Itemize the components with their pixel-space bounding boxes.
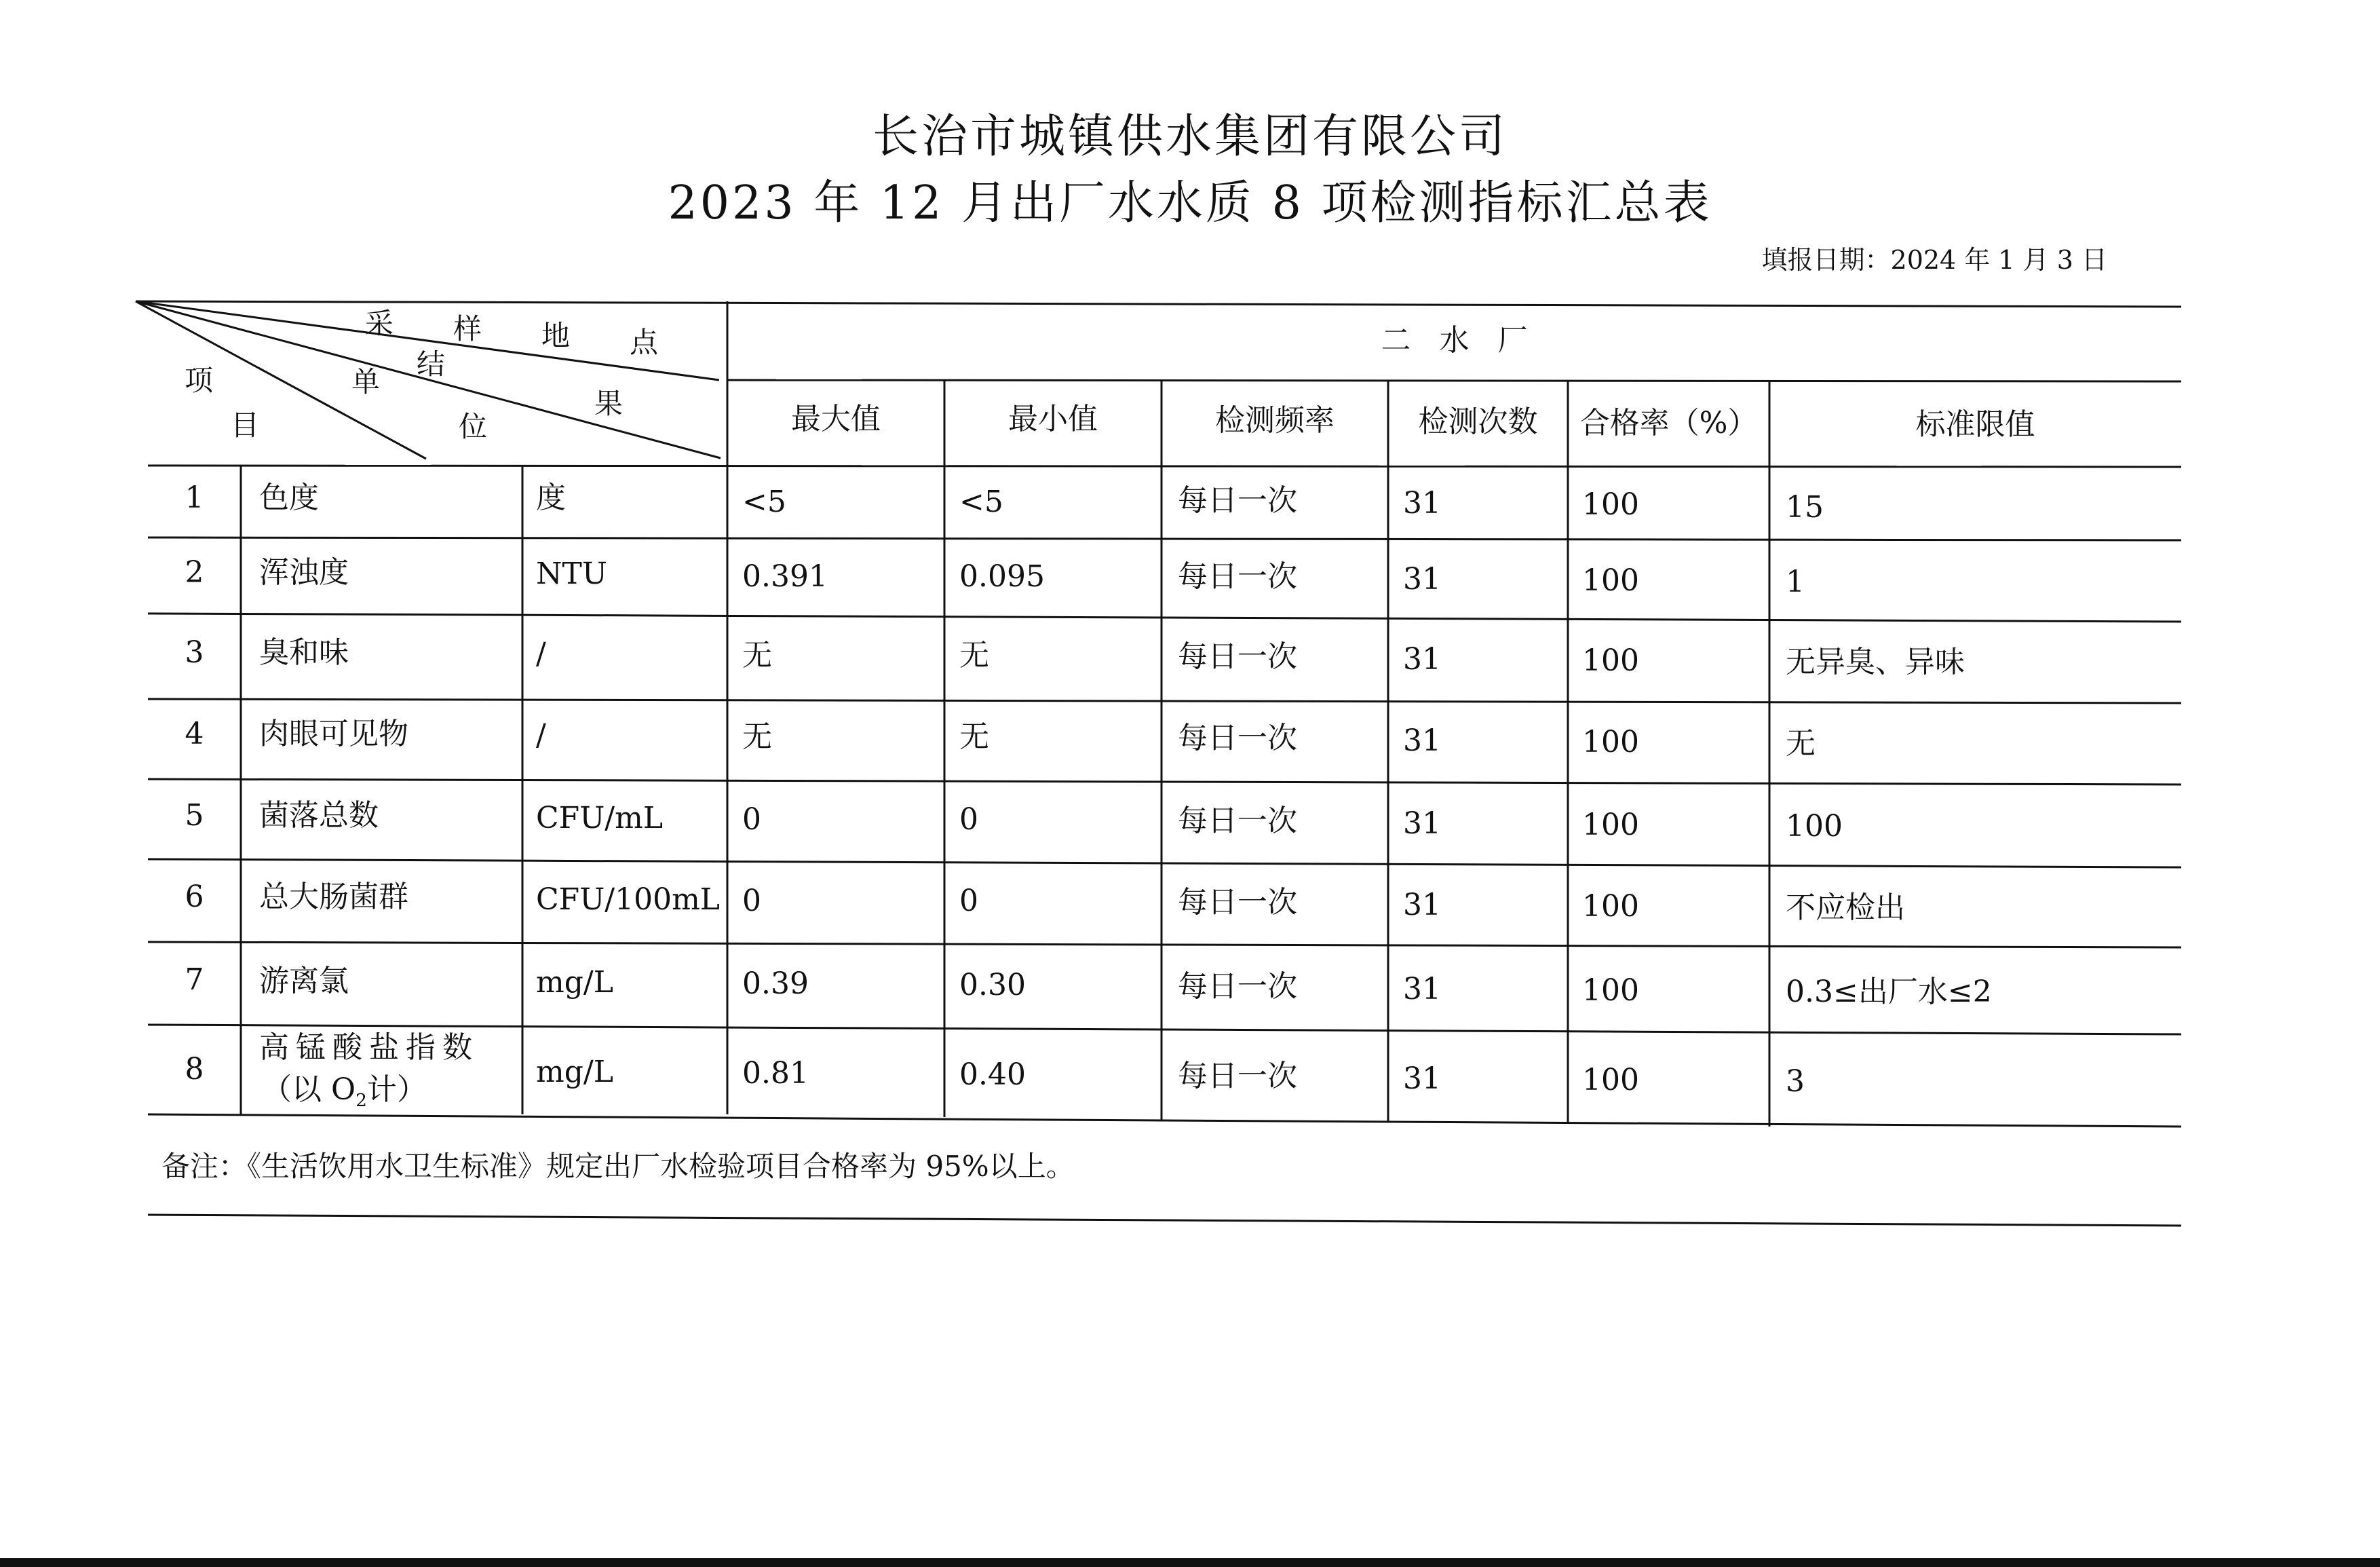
- row-max: 无: [742, 719, 772, 754]
- row-min: 无: [959, 638, 989, 673]
- row-pass-rate: 100: [1582, 808, 1639, 842]
- row-number: 5: [185, 798, 204, 833]
- row-frequency: 每日一次: [1178, 1059, 1297, 1093]
- column-header-pass-rate: 合格率（%）: [1579, 406, 1758, 440]
- row-frequency: 每日一次: [1178, 483, 1297, 518]
- row-unit: /: [536, 718, 546, 753]
- row-unit: 度: [536, 480, 566, 515]
- row-item: 游离氯: [259, 964, 349, 998]
- report-title: 2023 年 12 月出厂水水质 8 项检测指标汇总表: [668, 176, 1712, 230]
- row-min: 0.30: [959, 968, 1026, 1002]
- diag-label-sampling-4: 点: [630, 326, 659, 359]
- row-unit: /: [536, 637, 546, 671]
- diag-label-unit-2: 位: [459, 410, 488, 443]
- row-number: 4: [185, 717, 204, 751]
- row-number: 6: [185, 880, 204, 914]
- row-count: 31: [1403, 642, 1441, 677]
- row-count: 31: [1403, 1061, 1441, 1096]
- diag-label-item-2: 目: [231, 409, 260, 442]
- row-max: 0.391: [742, 559, 828, 594]
- company-name: 长治市城镇供水集团有限公司: [872, 110, 1508, 164]
- row-item: 高锰酸盐指数: [259, 1030, 479, 1065]
- row-unit: mg/L: [536, 1055, 613, 1089]
- row-frequency: 每日一次: [1178, 885, 1297, 920]
- fill-date: 填报日期：2024 年 1 月 3 日: [1761, 245, 2107, 275]
- row-unit: CFU/mL: [536, 801, 664, 835]
- column-header-max: 最大值: [791, 402, 881, 436]
- row-max: 0: [742, 884, 761, 918]
- row-unit: NTU: [536, 556, 607, 591]
- row-pass-rate: 100: [1582, 973, 1639, 1008]
- diag-label-sampling-2: 样: [453, 312, 482, 345]
- row-count: 31: [1403, 723, 1441, 758]
- row-number: 8: [185, 1052, 204, 1087]
- row-item-note: （以 $O_2$计）: [262, 1072, 427, 1111]
- row-limit: 0.3≤出厂水≤2: [1786, 975, 1992, 1009]
- row-item: 浑浊度: [259, 555, 349, 590]
- row-count: 31: [1403, 562, 1441, 597]
- row-frequency: 每日一次: [1178, 804, 1297, 838]
- row-min: 0: [959, 802, 978, 837]
- row-limit: 1: [1786, 565, 1805, 599]
- diag-label-result-2: 果: [594, 387, 623, 420]
- row-item: 臭和味: [259, 635, 349, 670]
- column-header-frequency: 检测频率: [1215, 403, 1335, 438]
- row-item: 肉眼可见物: [259, 717, 408, 751]
- row-limit: 无: [1786, 726, 1816, 761]
- row-max: 0.81: [742, 1056, 809, 1091]
- row-min: 无: [959, 719, 989, 754]
- row-pass-rate: 100: [1582, 889, 1639, 924]
- column-header-min: 最小值: [1008, 402, 1098, 436]
- row-pass-rate: 100: [1582, 563, 1639, 598]
- row-count: 31: [1403, 806, 1441, 841]
- row-min: 0.095: [959, 559, 1045, 594]
- row-max: 0.39: [742, 966, 809, 1001]
- row-item: 色度: [259, 480, 319, 515]
- column-header-count: 检测次数: [1418, 404, 1538, 439]
- row-min: 0.40: [959, 1057, 1026, 1092]
- row-number: 1: [185, 480, 204, 515]
- row-frequency: 每日一次: [1178, 969, 1297, 1004]
- row-limit: 100: [1786, 809, 1843, 844]
- scan-edge-bar: [0, 1558, 2380, 1567]
- diag-label-result-1: 结: [417, 347, 446, 381]
- plant-name-header: 二 水 厂: [1381, 323, 1528, 358]
- row-pass-rate: 100: [1582, 643, 1639, 678]
- row-item: 菌落总数: [259, 798, 379, 833]
- row-item: 总大肠菌群: [259, 880, 408, 914]
- row-count: 31: [1403, 486, 1441, 521]
- row-frequency: 每日一次: [1178, 721, 1297, 755]
- column-header-standard-limit: 标准限值: [1915, 407, 2035, 442]
- row-unit: mg/L: [536, 965, 613, 1000]
- row-limit: 无异臭、异味: [1786, 645, 1965, 679]
- row-max: 无: [742, 638, 772, 673]
- row-limit: 3: [1786, 1064, 1805, 1099]
- row-number: 2: [185, 555, 204, 590]
- footnote: 备注：《生活饮用水卫生标准》规定出厂水检验项目合格率为 95%以上。: [161, 1150, 1075, 1183]
- diag-label-item-1: 项: [185, 364, 214, 397]
- diag-label-sampling-1: 采: [365, 307, 394, 340]
- row-limit: 15: [1786, 490, 1824, 525]
- row-count: 31: [1403, 972, 1441, 1006]
- row-max: <5: [742, 485, 786, 519]
- row-pass-rate: 100: [1582, 487, 1639, 522]
- row-unit: CFU/100mL: [536, 882, 721, 917]
- row-count: 31: [1403, 888, 1441, 922]
- row-pass-rate: 100: [1582, 1063, 1639, 1097]
- row-frequency: 每日一次: [1178, 559, 1297, 594]
- row-min: 0: [959, 884, 978, 918]
- row-limit: 不应检出: [1786, 890, 1905, 925]
- row-number: 7: [185, 962, 204, 997]
- diag-label-sampling-3: 地: [541, 319, 571, 352]
- row-number: 3: [185, 635, 204, 670]
- diag-label-unit-1: 单: [351, 365, 381, 398]
- row-frequency: 每日一次: [1178, 639, 1297, 674]
- row-max: 0: [742, 802, 761, 837]
- row-pass-rate: 100: [1582, 725, 1639, 759]
- row-min: <5: [959, 485, 1003, 519]
